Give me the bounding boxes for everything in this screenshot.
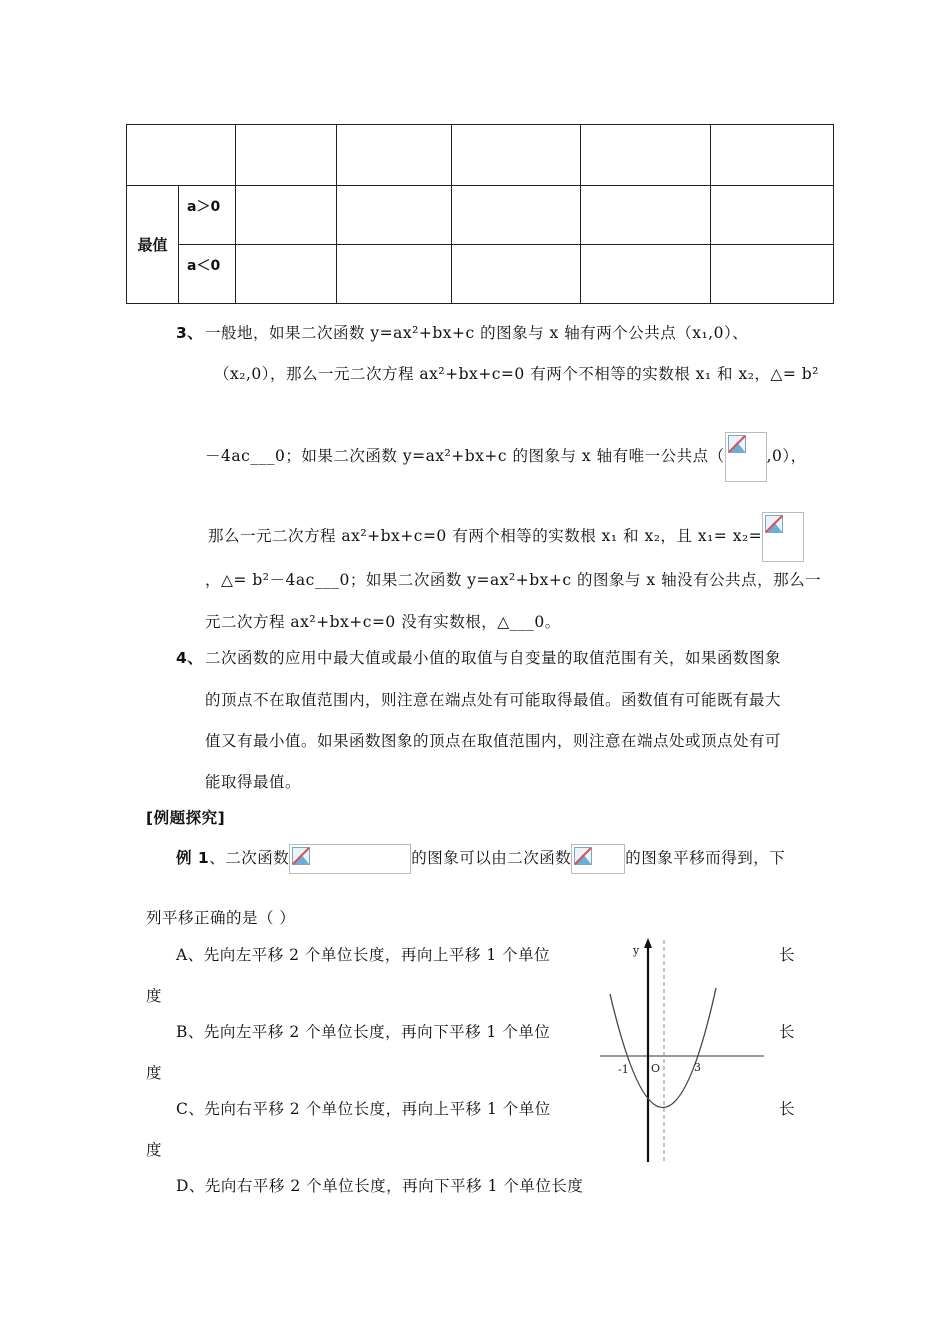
wrap-char: 长 <box>779 946 796 964</box>
text-span: －4ac___0；如果二次函数 y=ax²+bx+c 的图象与 x 轴有唯一公共点（ <box>205 447 725 465</box>
condition-a-positive: a＞0 <box>179 186 236 245</box>
paragraph-line: 二次函数的应用中最大值或最小值的取值与自变量的取值范围有关，如果函数图象 <box>205 649 782 667</box>
wrap-char: 长 <box>779 1100 796 1118</box>
formula-image-placeholder <box>762 512 804 562</box>
maxmin-table <box>126 124 834 304</box>
broken-image-icon <box>574 847 592 865</box>
paragraph-line: 一般地，如果二次函数 y=ax²+bx+c 的图象与 x 轴有两个公共点（x₁,0）、 <box>205 324 749 342</box>
table-cell <box>337 125 452 186</box>
item-number: 4、 <box>176 649 204 667</box>
wrap-char: 度 <box>146 1141 163 1159</box>
tick-label: 3 <box>694 1061 701 1074</box>
table-cell <box>337 245 452 304</box>
broken-image-icon <box>292 847 310 865</box>
table-cell <box>452 245 581 304</box>
y-axis-label: y <box>633 944 640 957</box>
table-cell <box>711 125 834 186</box>
paragraph-line <box>208 512 804 562</box>
formula-image-placeholder <box>571 844 625 874</box>
item-number: 3、 <box>176 324 204 342</box>
table-cell <box>581 186 711 245</box>
table-cell <box>581 245 711 304</box>
text-span: 那么一元二次方程 ax²+bx+c=0 有两个相等的实数根 x₁ 和 x₂，且 x₁= x₂= <box>208 527 763 545</box>
option-a: A、先向左平移 2 个单位长度，再向上平移 1 个单位 <box>176 946 551 964</box>
question-stem: 列平移正确的是（ ） <box>146 909 296 927</box>
table-cell <box>452 186 581 245</box>
paragraph-line: ，△= b²－4ac___0；如果二次函数 y=ax²+bx+c 的图象与 x 轴没有公共点，那么一 <box>205 571 822 589</box>
text-span: 的图象平移而得到，下 <box>625 849 786 867</box>
formula-image-placeholder <box>725 432 767 482</box>
wrap-char: 度 <box>146 987 163 1005</box>
parabola-curve <box>610 988 716 1108</box>
condition-a-negative: a＜0 <box>179 245 236 304</box>
table-cell <box>236 245 337 304</box>
paragraph-line: 能取得最值。 <box>205 773 302 791</box>
table-cell <box>452 125 581 186</box>
text-span: 的图象可以由二次函数 <box>411 849 572 867</box>
broken-image-icon <box>765 515 783 533</box>
table-cell <box>337 186 452 245</box>
example-label: 例 1 <box>176 849 210 867</box>
paragraph-line: 元二次方程 ax²+bx+c=0 没有实数根，△___0。 <box>205 613 561 631</box>
paragraph-line: 的顶点不在取值范围内，则注意在端点处有可能取得最值。函数值有可能既有最大 <box>205 691 782 709</box>
table-cell <box>581 125 711 186</box>
parabola-graph <box>598 936 768 1168</box>
table-cell <box>236 186 337 245</box>
formula-image-placeholder <box>289 844 411 874</box>
text-span: 、二次函数 <box>209 849 290 867</box>
y-axis-arrow <box>644 938 652 948</box>
wrap-char: 度 <box>146 1064 163 1082</box>
table-cell <box>711 245 834 304</box>
wrap-char: 长 <box>779 1023 796 1041</box>
paragraph-line: 值又有最小值。如果函数图象的顶点在取值范围内，则注意在端点处或顶点处有可 <box>205 732 782 750</box>
option-c: C、先向右平移 2 个单位长度，再向上平移 1 个单位 <box>176 1100 551 1118</box>
table-row-label: 最值 <box>127 186 179 304</box>
table-cell <box>127 125 236 186</box>
paragraph-line <box>205 432 807 482</box>
origin-label: O <box>651 1062 661 1075</box>
paragraph-line: （x₂,0），那么一元二次方程 ax²+bx+c=0 有两个不相等的实数根 x₁ 和 x₂，△= b² <box>214 365 819 383</box>
table-cell <box>711 186 834 245</box>
section-heading: [例题探究] <box>146 809 226 827</box>
text-span: ,0）， <box>766 447 807 465</box>
example-line <box>176 844 785 874</box>
tick-label: -1 <box>618 1063 629 1076</box>
table-cell <box>236 125 337 186</box>
option-d: D、先向右平移 2 个单位长度，再向下平移 1 个单位长度 <box>176 1177 584 1195</box>
option-b: B、先向左平移 2 个单位长度，再向下平移 1 个单位 <box>176 1023 551 1041</box>
broken-image-icon <box>728 435 746 453</box>
